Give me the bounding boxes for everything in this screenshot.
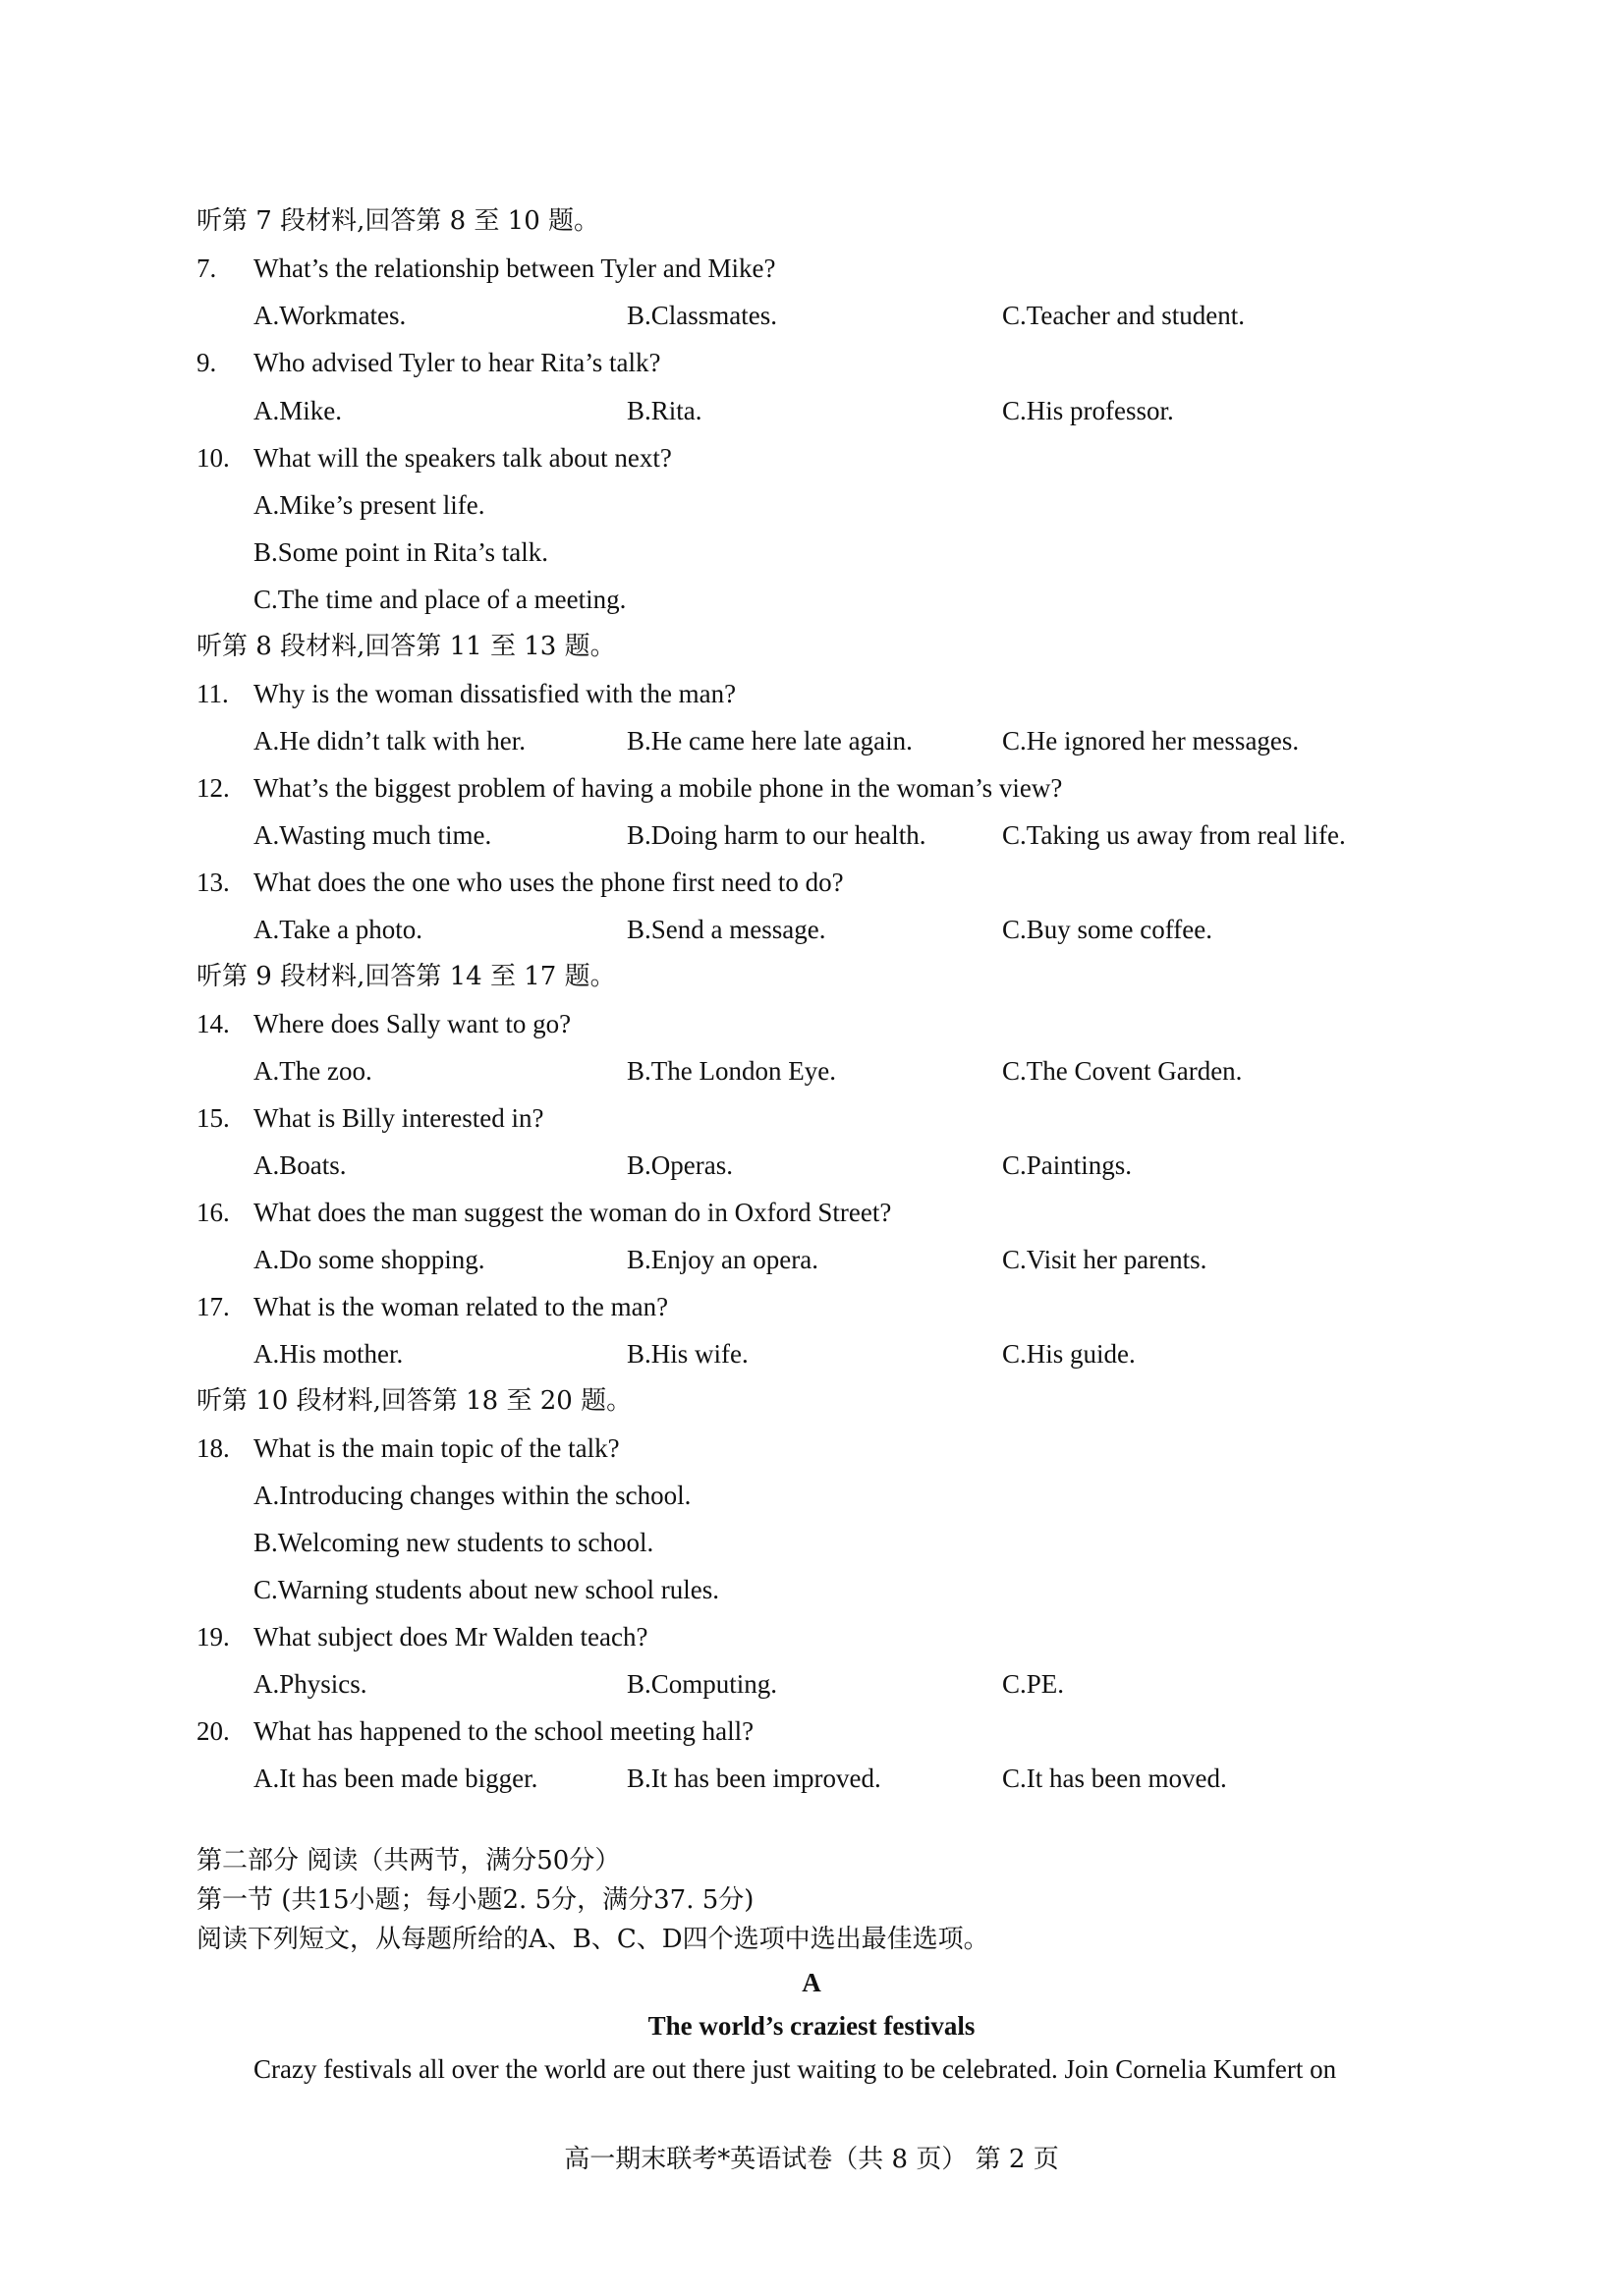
option-b: B.Doing harm to our health.: [627, 820, 926, 850]
option-b: B.He came here late again.: [627, 726, 913, 756]
option-b: B.It has been improved.: [627, 1764, 881, 1793]
option-c: C.He ignored her messages.: [1002, 726, 1300, 756]
option-c: C.His professor.: [1002, 396, 1174, 425]
option-c: C.Taking us away from real life.: [1002, 820, 1346, 850]
option-a: A.Mike.: [253, 396, 342, 425]
option-a: A.His mother.: [253, 1339, 404, 1369]
option-c: C.Paintings.: [1002, 1150, 1133, 1180]
question-text: What’s the biggest problem of having a mobile phone in the woman’s view?: [253, 773, 1063, 803]
question-10-option-b-line: [196, 529, 1474, 576]
question-text: Who advised Tyler to hear Rita’s talk?: [253, 348, 661, 377]
question-text: What does the one who uses the phone first need to do?: [253, 868, 844, 897]
question-text: What is Billy interested in?: [253, 1103, 544, 1133]
section-7-instruction: 听第 7 段材料,回答第 8 至 10 题。: [196, 206, 600, 236]
question-number: 7.: [196, 253, 217, 283]
question-16-options: [196, 1236, 1474, 1283]
question-7-options: [196, 292, 1474, 339]
option-c: C.It has been moved.: [1002, 1764, 1227, 1793]
option-c: C.The time and place of a meeting.: [253, 585, 627, 614]
option-c: C.Buy some coffee.: [1002, 915, 1212, 944]
question-13: [196, 859, 1474, 906]
option-b: B.Classmates.: [627, 301, 777, 330]
question-number: 18.: [196, 1433, 230, 1463]
question-number: 11.: [196, 679, 229, 708]
option-c: C.Teacher and student.: [1002, 301, 1246, 330]
question-number: 12.: [196, 773, 230, 803]
option-a: A.Do some shopping.: [253, 1245, 485, 1274]
option-a: A.He didn’t talk with her.: [253, 726, 526, 756]
option-b: B.Operas.: [627, 1150, 733, 1180]
question-number: 14.: [196, 1009, 230, 1038]
passage-title: The world’s craziest festivals: [647, 2011, 976, 2041]
option-a: A.Physics.: [253, 1669, 367, 1699]
section-8-instruction: 听第 8 段材料,回答第 11 至 13 题。: [196, 632, 616, 661]
option-a: A.The zoo.: [253, 1056, 372, 1086]
question-number: 16.: [196, 1198, 230, 1227]
question-text: What has happened to the school meeting hall?: [253, 1716, 755, 1746]
question-16: [196, 1189, 1474, 1236]
option-a: A.Wasting much time.: [253, 820, 492, 850]
question-text: What subject does Mr Walden teach?: [253, 1622, 648, 1652]
reading-instructions: 阅读下列短文，从每题所给的A、B、C、D四个选项中选出最佳选项。: [196, 1925, 989, 1954]
question-19: [196, 1613, 1474, 1660]
question-10: [196, 434, 1474, 481]
option-b: B.The London Eye.: [627, 1056, 836, 1086]
question-11: [196, 670, 1474, 717]
option-b: B.Rita.: [627, 396, 702, 425]
question-number: 20.: [196, 1716, 230, 1746]
question-19-options: [196, 1660, 1474, 1708]
option-c: C.The Covent Garden.: [1002, 1056, 1243, 1086]
question-18-option-c-line: [196, 1566, 1474, 1613]
question-9-options: [196, 387, 1474, 434]
question-15-options: [196, 1142, 1474, 1189]
option-b: B.His wife.: [627, 1339, 749, 1369]
question-17-options: [196, 1330, 1474, 1377]
question-14: [196, 1000, 1474, 1047]
option-a: A.Mike’s present life.: [253, 490, 485, 520]
part-two-title: 第二部分 阅读（共两节，满分50分）: [196, 1846, 621, 1876]
option-b: B.Enjoy an opera.: [627, 1245, 818, 1274]
option-a: A.Take a photo.: [253, 915, 423, 944]
question-20: [196, 1708, 1474, 1755]
option-b: B.Computing.: [627, 1669, 778, 1699]
question-15: [196, 1094, 1474, 1142]
passage-letter: A: [802, 1968, 821, 1997]
question-number: 10.: [196, 443, 230, 473]
page-footer: 高一期末联考*英语试卷（共 8 页） 第 2 页: [564, 2145, 1059, 2174]
question-12: [196, 764, 1474, 812]
question-20-options: [196, 1755, 1474, 1802]
question-14-options: [196, 1047, 1474, 1094]
section-9-instruction: 听第 9 段材料,回答第 14 至 17 题。: [196, 962, 616, 991]
section-one-title: 第一节 (共15小题；每小题2. 5分，满分37. 5分): [196, 1885, 755, 1915]
question-10-option-a-line: [196, 481, 1474, 529]
question-number: 13.: [196, 868, 230, 897]
question-9: [196, 339, 1474, 386]
option-c: C.Warning students about new school rules.: [253, 1575, 720, 1604]
question-17: [196, 1283, 1474, 1330]
question-number: 17.: [196, 1292, 230, 1321]
section-10-instruction: 听第 10 段材料,回答第 18 至 20 题。: [196, 1386, 633, 1416]
question-13-options: [196, 906, 1474, 953]
question-11-options: [196, 717, 1474, 764]
option-c: C.Visit her parents.: [1002, 1245, 1207, 1274]
question-text: What is the main topic of the talk?: [253, 1433, 620, 1463]
passage-first-line: Crazy festivals all over the world are out there just waiting to be celebrated. Join Cornelia Kumfert on: [253, 2054, 1337, 2084]
option-b: B.Send a message.: [627, 915, 826, 944]
option-a: A.Boats.: [253, 1150, 347, 1180]
question-text: What’s the relationship between Tyler and Mike?: [253, 253, 776, 283]
question-12-options: [196, 812, 1474, 859]
question-18-option-a-line: [196, 1472, 1474, 1519]
question-18: [196, 1425, 1474, 1472]
option-c: C.PE.: [1002, 1669, 1065, 1699]
question-7: [196, 245, 1474, 292]
option-a: A.It has been made bigger.: [253, 1764, 538, 1793]
question-text: What does the man suggest the woman do in Oxford Street?: [253, 1198, 892, 1227]
question-number: 15.: [196, 1103, 230, 1133]
option-a: A.Introducing changes within the school.: [253, 1481, 692, 1510]
option-c: C.His guide.: [1002, 1339, 1136, 1369]
question-text: Where does Sally want to go?: [253, 1009, 572, 1038]
option-b: B.Some point in Rita’s talk.: [253, 537, 549, 567]
question-text: Why is the woman dissatisfied with the man?: [253, 679, 737, 708]
option-b: B.Welcoming new students to school.: [253, 1528, 654, 1557]
option-a: A.Workmates.: [253, 301, 407, 330]
question-text: What will the speakers talk about next?: [253, 443, 672, 473]
question-number: 9.: [196, 348, 217, 377]
question-text: What is the woman related to the man?: [253, 1292, 669, 1321]
question-10-option-c-line: [196, 576, 1474, 623]
question-18-option-b-line: [196, 1519, 1474, 1566]
question-number: 19.: [196, 1622, 230, 1652]
